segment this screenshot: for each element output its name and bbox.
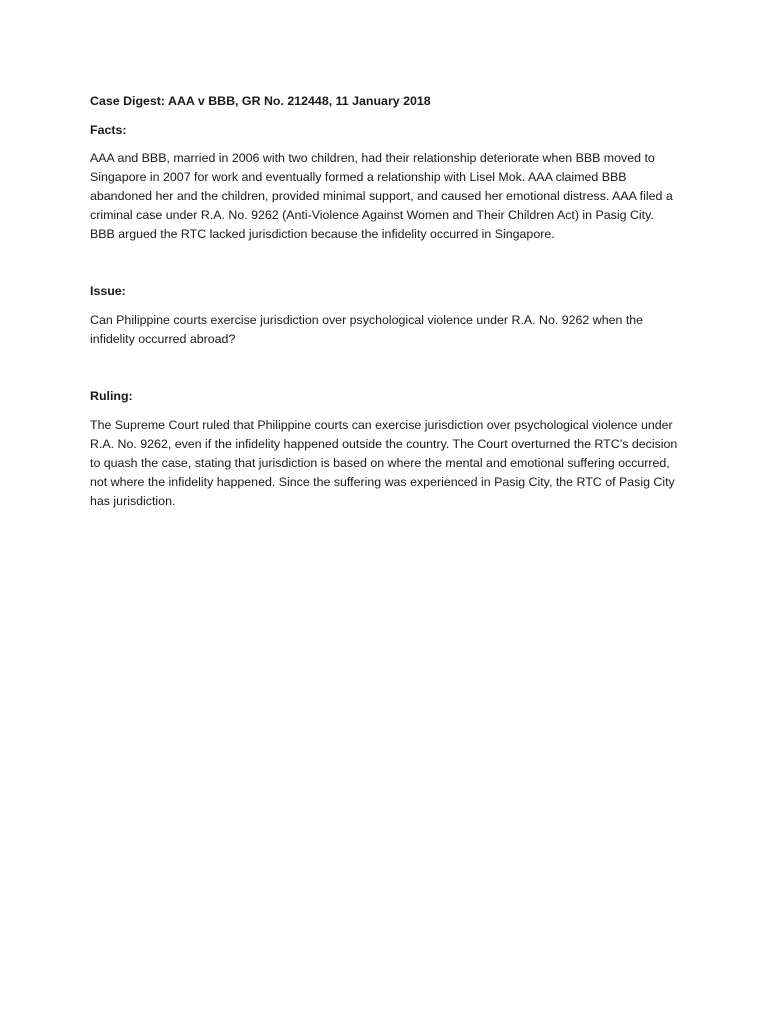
facts-paragraph: AAA and BBB, married in 2006 with two children, had their relationship deteriorate when BBB moved to Singapore in 2007 for work and eventually formed a relationship with Lisel Mok. AAA claimed BBB abandoned her and the children, provided minimal support, and caused her emotional distress. AAA filed a criminal case under R.A. No. 9262 (Anti-Violence Against Women and Their Children Act) in Pasig City. BBB argued the RTC lacked jurisdiction because the infidelity occurred in Singapore. <box>90 151 673 241</box>
document-content <box>90 92 682 511</box>
document-title: Case Digest: AAA v BBB, GR No. 212448, 11 January 2018 <box>90 94 431 108</box>
facts-heading: Facts: <box>90 123 127 137</box>
ruling-heading: Ruling: <box>90 389 133 403</box>
ruling-paragraph: The Supreme Court ruled that Philippine courts can exercise jurisdiction over psychological violence under R.A. No. 9262, even if the infidelity happened outside the country. The Court overturned the RTC’s decision to quash the case, stating that jurisdiction is based on where the mental and emotional suffering occurred, not where the infidelity happened. Since the suffering was experienced in Pasig City, the RTC of Pasig City has jurisdiction. <box>90 418 678 508</box>
issue-heading: Issue: <box>90 284 126 298</box>
issue-paragraph: Can Philippine courts exercise jurisdiction over psychological violence under R.A. No. 9262 when the infidelity occurred abroad? <box>90 313 644 346</box>
